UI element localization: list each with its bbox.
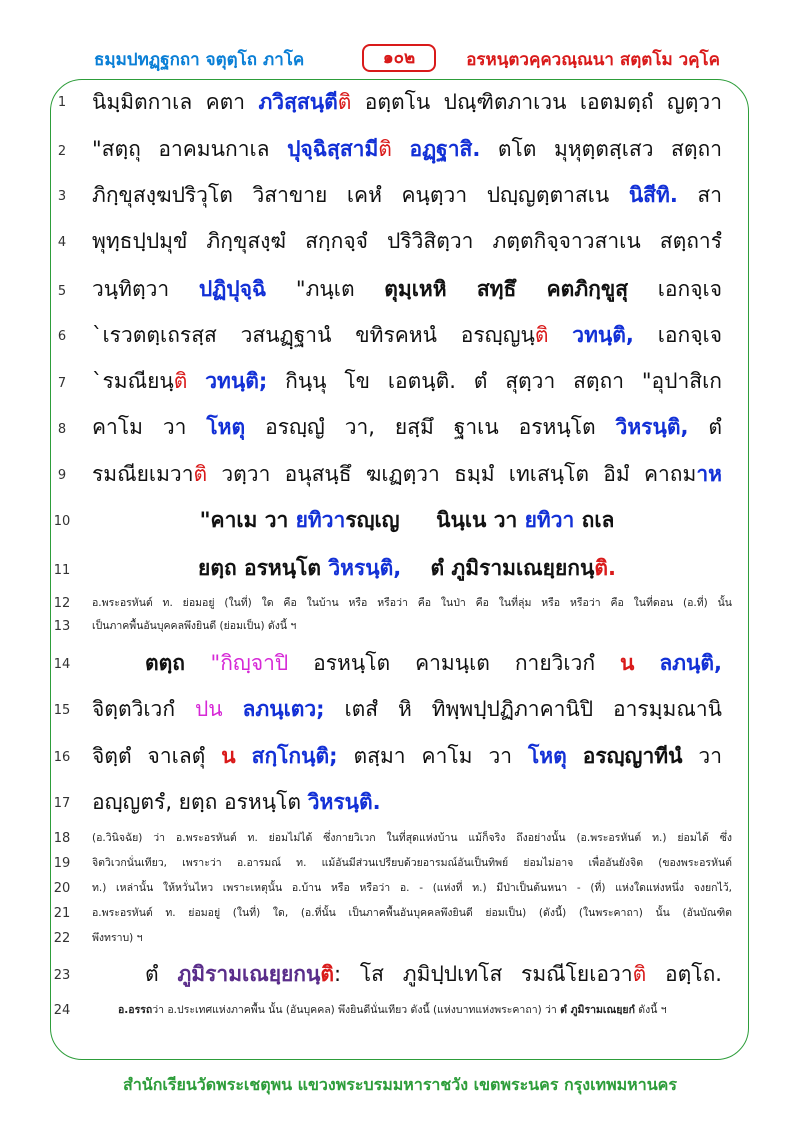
highlight-word: วิหรนฺติ. — [307, 790, 381, 814]
text-run: ดังนี้ ฯ — [634, 1004, 667, 1016]
text-run: อรญฺญํ วา, ยสฺมึ ฐาเน อรหนฺโต — [245, 415, 616, 439]
verse-line — [92, 555, 722, 581]
text-line — [92, 136, 722, 162]
text-run: เอกจฺเจ — [628, 277, 723, 301]
highlight-word: วทนฺติ, — [572, 323, 634, 347]
text-run: "ภนฺเต — [266, 277, 385, 301]
text-line — [92, 322, 722, 348]
text-run — [187, 369, 205, 393]
iti-particle: ติ — [337, 90, 352, 114]
highlight-word: ยทิวา — [524, 508, 575, 532]
page-footer: สำนักเรียนวัดพระเชตุพน แขวงพระบรมมหาราชวัง เขตพระนคร กรุงเทพมหานคร — [123, 1075, 677, 1094]
text-line — [92, 276, 722, 302]
line-number: 3 — [57, 189, 67, 204]
line-number: 10 — [53, 514, 71, 529]
highlight-word: ยทิวา — [295, 508, 346, 532]
highlight-word: วิหรนฺติ, — [328, 556, 402, 580]
line-number: 1 — [57, 95, 67, 110]
line-number: 23 — [53, 968, 71, 983]
text-run: "คาเม วา — [199, 508, 296, 532]
text-line — [92, 789, 722, 815]
text-run: อตฺตโน ปณฺฑิตภาเวน เอตมตฺถํ ญตฺวา — [351, 90, 722, 114]
text-run: ตโต มุหุตฺตสฺเสว สตฺถา — [480, 137, 722, 161]
text-line — [92, 368, 722, 394]
translation-line: พึงทราบ) ฯ — [92, 932, 143, 944]
text-run — [392, 137, 410, 161]
line-number: 19 — [53, 856, 71, 871]
line-number: 17 — [53, 796, 71, 811]
line-number: 16 — [53, 750, 71, 765]
translation-line: เป็นภาคพื้นอันบุคคลพึงยินดี (ย่อมเป็น) ดังนี้ ฯ — [92, 620, 297, 632]
highlight-word: โหตุ — [528, 744, 567, 768]
text-run: รมณียเมวา — [92, 462, 194, 486]
text-run: อตฺโถ. — [646, 962, 722, 986]
translation-line: ท.) เหล่านั้น ให้หวั่นไหว เพราะเหตุนั้น อ.บ้าน หรือ หรือว่า อ. - (แห่งที่ ท.) มีป่าเป็นต้นหนา - (ที่) แห่งใดแห่งหนึ่ง จงยกไว้, — [92, 882, 732, 894]
line-number: 4 — [57, 235, 67, 250]
page-number: ๑๐๒ — [362, 44, 436, 72]
highlight-word: ปน — [194, 697, 223, 721]
highlight-word: าห — [696, 462, 722, 486]
line-number: 2 — [57, 144, 67, 159]
text-run: คาโม วา — [92, 415, 207, 439]
text-line — [145, 961, 722, 987]
line-number: 11 — [53, 563, 71, 578]
line-number: 8 — [57, 422, 67, 437]
text-run: ตสฺมา คาโม วา — [337, 744, 529, 768]
highlight-word: "กิญฺจาปิ — [210, 651, 289, 675]
highlight-word: โหตุ — [206, 415, 246, 439]
translation-line: อ.พระอรหันต์ ท. ย่อมอยู่ (ในที่) ใด, (อ.ที่นั้น เป็นภาคพื้นอันบุคคลพึงยินดี ย่อมเป็น) (ดังนี้) (ในพระคาถา) นั้น (อันบัณฑิต — [92, 907, 732, 919]
text-run: จิตฺตวิเวกํ — [92, 697, 195, 721]
text-run: ตํ — [688, 415, 722, 439]
line-number: 15 — [53, 703, 71, 718]
highlight-word: สกฺโกนฺติ; — [251, 744, 338, 768]
verse-line — [92, 507, 722, 533]
translation-line: อ.พระอรหันต์ ท. ย่อมอยู่ (ในที่) ใด คือ ในบ้าน หรือ หรือว่า คือ ในป่า คือ ในที่ลุ่ม หรือ หรือว่า คือ ในที่ดอน (อ.ที่) นั้น — [92, 597, 732, 609]
text-run: ว่า อ.ประเทศแห่งภาคพื้น นั้น (อันบุคคล) พึงยินดีนั่นเทียว ดังนี้ (แห่งบาทแห่งพระคาถา) ว่า — [152, 1004, 561, 1016]
text-run: อรหนฺโต คามนฺเต กายวิเวกํ — [288, 651, 621, 675]
text-run — [236, 744, 252, 768]
text-run — [223, 697, 243, 721]
text-run — [548, 323, 572, 347]
page-header — [0, 44, 800, 76]
text-run: "สตฺถุ อาคมนกาเล — [92, 137, 288, 161]
text-run: นินฺเน วา — [399, 508, 525, 532]
text-run: พุทฺธปฺปมุขํ ภิกฺขุสงฺฆํ สกฺกจฺจํ ปริวิสิตฺวา ภตฺตกิจฺจาวสาเน สตฺถารํ — [92, 229, 722, 253]
iti-particle: ติ — [632, 962, 647, 986]
text-run — [634, 651, 659, 675]
text-run: เอกจฺเจ — [633, 323, 722, 347]
highlight-word: ปฏิปุจฺฉิ — [198, 277, 267, 301]
translation-line: (อ.วินิจฉัย) ว่า อ.พระอรหันต์ ท. ย่อมไม่ได้ ซึ่งกายวิเวก ในที่สุดแห่งบ้าน แม้ก็จริง ถึงอย่างนั้น (อ.พระอรหันต์ ท.) ย่อมได้ ซึ่ง — [92, 832, 732, 844]
text-line — [92, 89, 722, 115]
line-number: 18 — [53, 831, 71, 846]
line-number: 12 — [53, 596, 71, 611]
line-number: 9 — [57, 468, 67, 483]
line-number: 22 — [53, 931, 71, 946]
book-title: ธมฺมปทฏฺฐกถา จตุตฺโถ ภาโค — [94, 50, 305, 70]
bold-phrase: ภูมิรามเณยฺยกนฺ — [177, 962, 321, 986]
highlight-word: ปุจฺฉิสฺสามี — [287, 137, 379, 161]
iti-particle: ติ — [193, 462, 208, 486]
line-number: 7 — [57, 376, 67, 391]
text-run: `เรวตตฺเถรสฺส วสนฏฺฐานํ ขทิรคหนํ อรญฺญนฺ — [92, 323, 535, 347]
iti-particle: ติ. — [594, 556, 616, 580]
text-run: รญฺเญ — [345, 508, 400, 532]
text-run: ตํ ภูมิรามเณยฺยกนฺ — [401, 556, 595, 580]
text-line — [92, 228, 722, 254]
bold-phrase: อ.อรรถ — [118, 1004, 153, 1016]
text-run: วา — [682, 744, 722, 768]
line-number: 20 — [53, 881, 71, 896]
text-run: `รมณียนฺ — [92, 369, 174, 393]
bold-phrase: ตุมฺเหหิ สทฺธึ คตภิกฺขูสุ — [384, 277, 629, 301]
highlight-word: อฏฺฐาสิ. — [409, 137, 481, 161]
text-line — [92, 461, 722, 487]
bold-phrase: ตตฺถ — [145, 651, 211, 675]
text-run: ยตฺถ อรหนฺโต — [198, 556, 329, 580]
text-line — [92, 182, 722, 208]
text-run: อญฺญตรํ, ยตฺถ อรหนฺโต — [92, 790, 308, 814]
negation-word: น — [221, 744, 236, 768]
text-run: จิตฺตํ จาเลตุํ — [92, 744, 222, 768]
text-run: วนฺทิตฺวา — [92, 277, 199, 301]
text-line — [92, 696, 722, 722]
highlight-word: วทนฺติ; — [205, 369, 268, 393]
text-run: ถเล — [574, 508, 615, 532]
negation-word: น — [620, 651, 635, 675]
highlight-word: ลภนฺติ, — [659, 651, 722, 675]
highlight-word: ภวิสฺสนฺตี — [258, 90, 338, 114]
translation-line: จิตวิเวกนั่นเทียว, เพราะว่า อ.อารมณ์ ท. แม้อันมีส่วนเปรียบด้วยอารมณ์อันเป็นทิพย์ ย่อมไม่อาจ เพื่ออันยังจิต (ของพระอรหันต์ — [92, 857, 732, 869]
text-run: ภิกฺขุสงฺฆปริวุโต วิสาขาย เคหํ คนฺตฺวา ปญฺญตฺตาสเน — [92, 183, 629, 207]
text-run: : — [334, 962, 342, 986]
translation-line — [118, 1004, 738, 1017]
chapter-title: อรหนฺตวคฺควณฺณนา สตฺตโม วคฺโค — [466, 50, 720, 70]
text-run: สา — [677, 183, 722, 207]
line-number: 24 — [53, 1003, 71, 1018]
line-number: 14 — [53, 657, 71, 672]
text-run: ตํ — [145, 962, 178, 986]
iti-particle: ติ — [320, 962, 335, 986]
text-line — [92, 414, 722, 440]
text-run: นิมฺมิตกาเล คตา — [92, 90, 259, 114]
line-number: 21 — [53, 906, 71, 921]
iti-particle: ติ — [378, 137, 392, 161]
text-run: เตสํ หิ ทิพฺพปฺปฏิภาคานิปิ อารมฺมณานิ — [324, 697, 722, 721]
highlight-word: ลภนฺเตว; — [242, 697, 325, 721]
text-run — [567, 744, 583, 768]
line-number: 13 — [53, 619, 71, 634]
text-run: กินฺนุ โข เอตนฺติ. ตํ สุตฺวา สตฺถา "อุปาสิเก — [267, 369, 722, 393]
line-number: 6 — [57, 329, 67, 344]
highlight-word: วิหรนฺติ, — [615, 415, 689, 439]
text-run: วตฺวา อนุสนฺธึ ฆเฏตฺวา ธมฺมํ เทเสนฺโต อิมํ คาถม — [207, 462, 697, 486]
bold-phrase: ตํ ภูมิรามเณยฺยกํ — [560, 1004, 635, 1016]
text-line — [92, 743, 722, 769]
line-number: 5 — [57, 284, 67, 299]
iti-particle: ติ — [534, 323, 549, 347]
highlight-word: นิสีทิ. — [628, 183, 678, 207]
text-run: โส ภูมิปฺปเทโส รมณีโยเอวา — [341, 962, 633, 986]
text-line — [145, 650, 722, 676]
iti-particle: ติ — [173, 369, 188, 393]
bold-phrase: อรญฺญาทีนํ — [582, 744, 683, 768]
